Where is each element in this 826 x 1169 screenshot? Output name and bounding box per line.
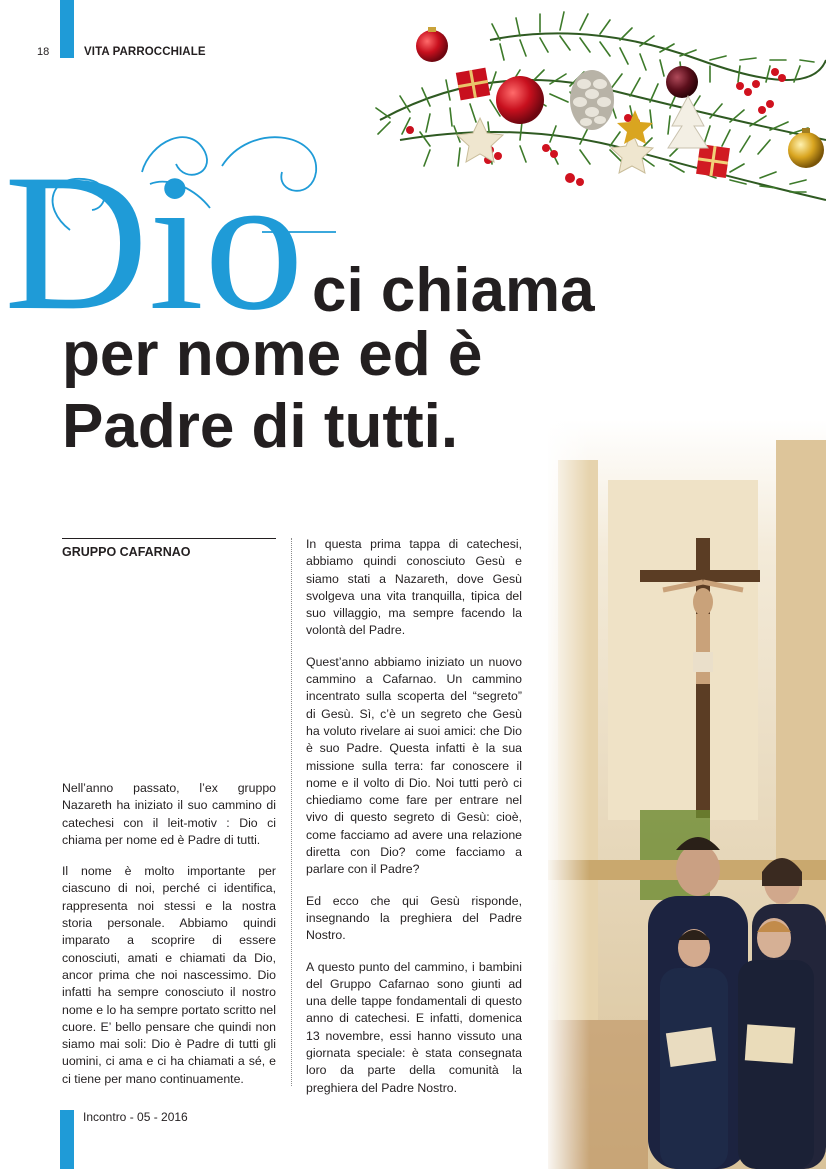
paragraph: Il nome è molto importante per ciascuno di noi, perché ci identifica, rappresenta noi stessi e la nostra storia personale. Abbiamo quindi imparato a scoprire di essere conosciuti, amati e chiamati da Dio, ancor prima che noi nascessimo. Dio infatti ha sempre conosciuto il nostro nome e lo ha sempre portato scritto nel cuore. E’ bello pensare che quindi non siamo mai soli: Dio è Padre di tutti gli uomini, ci ama e ci ha chiamati a sé, e ci tiene per mano continuamente. [62, 864, 276, 1086]
page-number: 18 [37, 46, 50, 58]
byline-author: GRUPPO CAFARNAO [62, 545, 191, 559]
section-title: VITA PARROCCHIALE [84, 46, 206, 58]
church-family-photo [548, 420, 826, 1169]
article-column-1 [62, 780, 276, 1102]
paragraph: In questa prima tappa di catechesi, abbiamo quindi conosciuto Gesù e siamo stati a Nazareth, dove Gesù svolgeva una vita tranquilla, tipica del suo villaggio, ma sempre facendo la volontà del Padre. [306, 537, 522, 638]
title-line-1: ci chiama [312, 256, 595, 325]
paragraph: A questo punto del cammino, i bambini del Gruppo Cafarnao sono giunti ad una delle tappe fondamentali di questo anno di catechesi. E infatti, domenica 13 novembre, essi hanno vissuto una giornata speciale: è stata consegnata loro da parte della comunità la preghiera del Padre Nostro. [306, 959, 522, 1095]
title-big-word: Dio [4, 134, 304, 322]
header-accent-bar [60, 0, 74, 58]
title-decorative-dio [0, 112, 340, 322]
title-line-2: per nome ed è [62, 320, 483, 389]
footer-publication: Incontro - 05 - 2016 [83, 1110, 188, 1124]
paragraph: Nell’anno passato, l’ex gruppo Nazareth ha iniziato il suo cammino di catechesi con il leit-motiv : Dio ci chiama per nome ed è Padre di tutti. [62, 781, 276, 847]
column-divider [291, 538, 292, 1086]
byline-rule [62, 538, 276, 539]
footer-accent-bar [60, 1110, 74, 1169]
paragraph: Ed ecco che qui Gesù risponde, insegnando la preghiera del Padre Nostro. [306, 893, 522, 943]
article-column-2 [306, 536, 522, 1111]
title-line-3: Padre di tutti. [62, 392, 459, 461]
christmas-garland-image [370, 0, 826, 270]
paragraph: Quest’anno abbiamo iniziato un nuovo cammino a Cafarnao. Un cammino incentrato sulla scoperta del “segreto” di Gesù. Sì, c’è un segreto che Gesù ha voluto rivelare ai suoi amici: che Dio è suo Padre. Questa infatti è la sua missione sulla terra: far conoscere il nome e il volto di Dio. Noi tutti però ci chiediamo come fare per entrare nel vivo di questo segreto di Gesù: cioè, come facciamo ad avere una relazione diretta con Dio? come facciamo a parlare con il Padre? [306, 654, 522, 877]
